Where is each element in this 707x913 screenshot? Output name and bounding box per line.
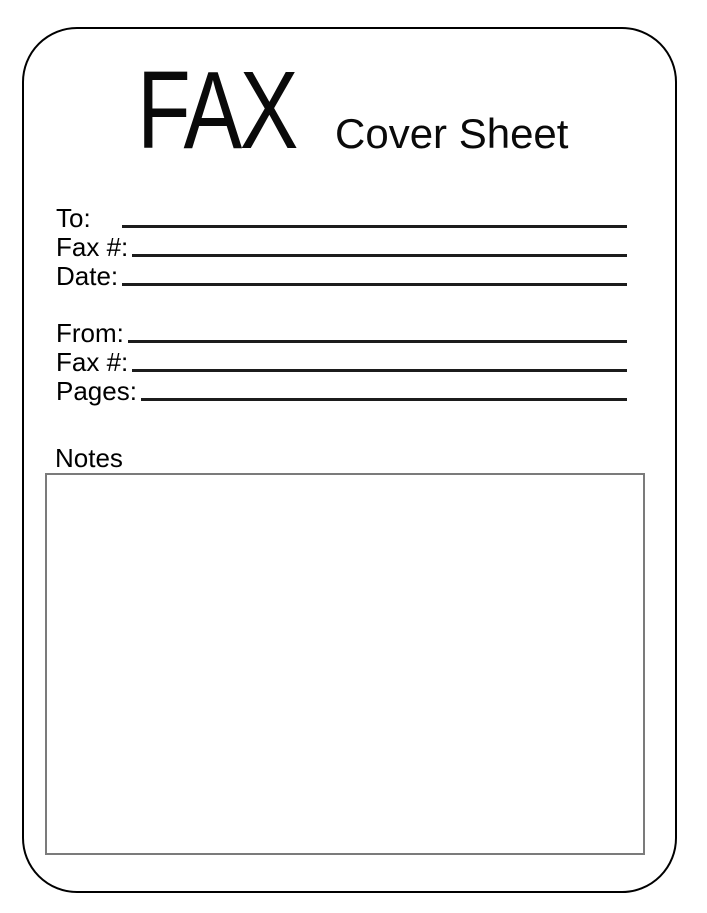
recipient-fax-input-line[interactable] — [132, 254, 627, 257]
field-row-pages — [56, 376, 627, 405]
from-input-line[interactable] — [128, 340, 627, 343]
field-row-recipient-fax — [56, 232, 627, 261]
date-label: Date: — [56, 261, 119, 291]
document-title — [137, 49, 569, 172]
sender-fax-label: Fax #: — [56, 347, 129, 377]
from-label: From: — [56, 318, 124, 348]
field-row-from — [56, 318, 627, 347]
field-row-date — [56, 261, 627, 290]
recipient-fax-label: Fax #: — [56, 232, 129, 262]
sender-fields-group — [56, 318, 627, 405]
to-input-line[interactable] — [122, 225, 627, 228]
sender-fax-input-line[interactable] — [132, 369, 627, 372]
notes-label: Notes — [55, 443, 123, 473]
to-label: To: — [56, 203, 91, 233]
pages-input-line[interactable] — [141, 398, 627, 401]
pages-label: Pages: — [56, 376, 137, 406]
title-cover-sheet: Cover Sheet — [335, 110, 569, 157]
field-row-to — [56, 203, 627, 232]
recipient-fields-group — [56, 203, 627, 290]
field-row-sender-fax — [56, 347, 627, 376]
date-input-line[interactable] — [122, 283, 627, 286]
title-fax: FAX — [137, 49, 297, 172]
notes-input-area[interactable] — [45, 473, 645, 855]
